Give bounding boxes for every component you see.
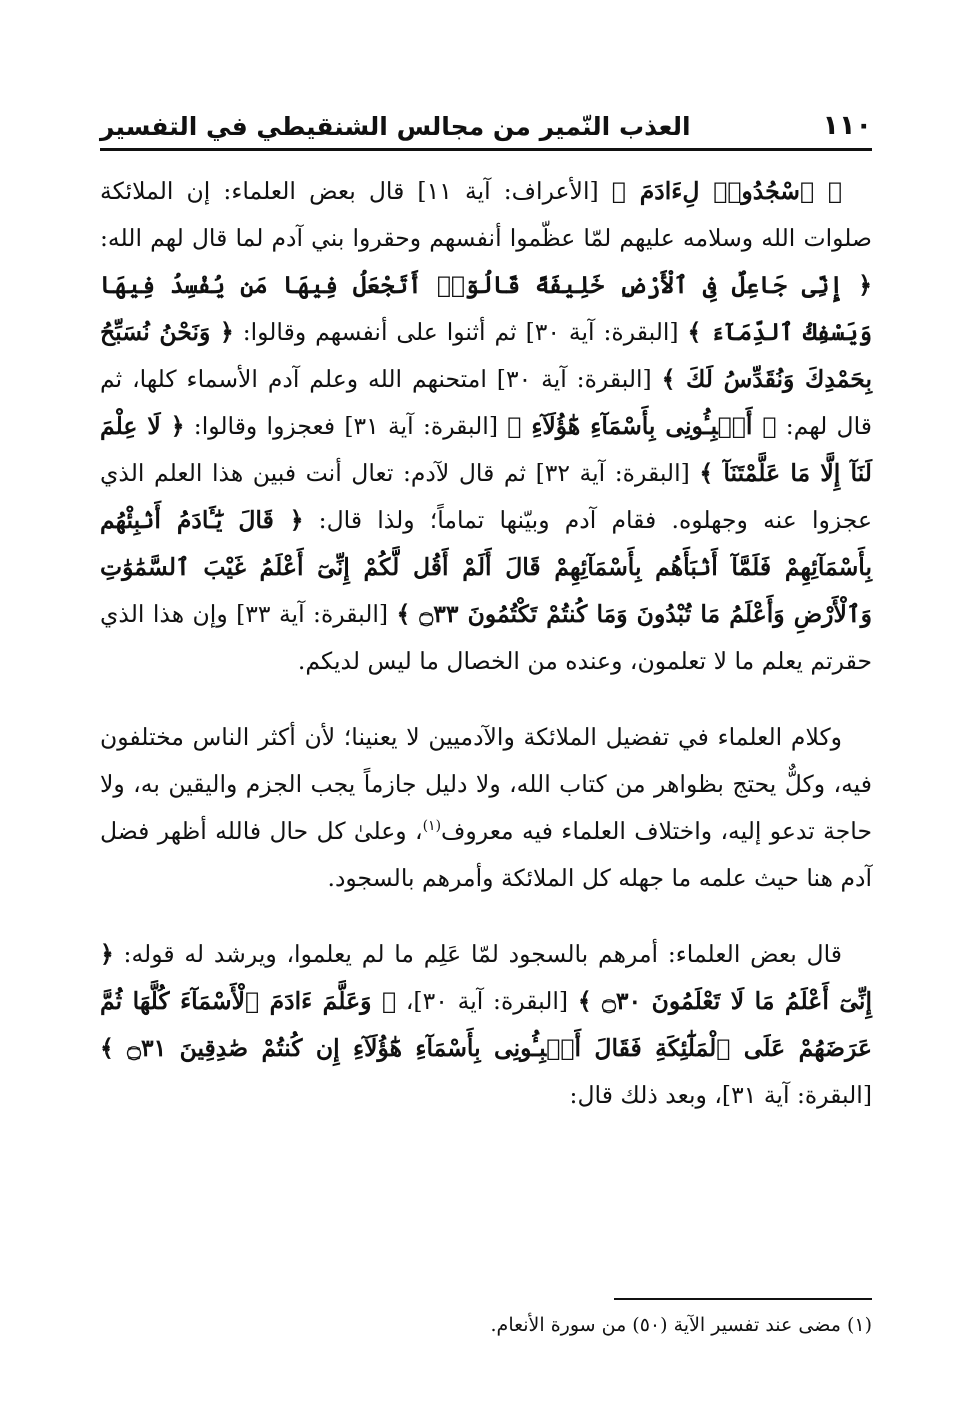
page-number: ١١٠	[822, 109, 872, 141]
verse-bracket: ﴾	[100, 1034, 128, 1062]
text-segment: وكلام العلماء في تفضيل الملائكة والآدميين لا يعنينا؛ لأن أكثر الناس مختلفون فيه، وكلٌّ يحتج بظواهر من كتاب الله، ولا دليل جازماً يجب الجزم واليقين به، ولا حاجة تدعو إليه، واختلاف العلماء فيه معروف	[100, 723, 873, 845]
text-segment: [الأعراف: آية ١١] قال بعض العلماء: إن الملائكة صلوات الله وسلامه عليهم لمّا عظّموا أنفسهم وحقروا بني آدم لما قال لهم الله:	[100, 177, 872, 252]
running-title: العذب النّمير من مجالس الشنقيطي في التفسير	[100, 112, 691, 141]
paragraph	[100, 168, 872, 685]
verse-bracket: ﴾	[687, 318, 711, 346]
quran-verse: قَالَ يَٰٓـَٔادَمُ أَنۢبِئْهُم بِأَسْمَآئِهِمْ فَلَمَّآ أَنۢبَأَهُم بِأَسْمَآئِهِمْ قَالَ أَلَمْ أَقُل لَّكُمْ إِنِّىٓ أَعْلَمُ غَيْبَ ٱلسَّمَٰوَٰتِ وَٱلْأَرْضِ وَأَعْلَمُ مَا تُبْدُونَ وَمَا كُنتُمْ تَكْتُمُونَ ۝٣٣	[100, 506, 873, 628]
text-segment: قال بعض العلماء: أمرهم بالسجود لمّا عَلِم ما لم يعلموا، ويرشد له قوله:	[113, 940, 842, 968]
text-segment: [البقرة: آية ٣٠] ثم أثنوا على أنفسهم وقالوا:	[233, 318, 688, 346]
quran-verse: إِنِّىٓ أَعْلَمُ مَا لَا تَعْلَمُونَ ۝٣٠	[602, 987, 872, 1015]
verse-bracket: ﴾	[611, 177, 640, 205]
verse-bracket: ﴿	[843, 271, 872, 299]
header-divider	[100, 148, 872, 151]
body-text	[100, 168, 872, 1119]
quran-verse: لَا عِلْمَ لَنَآ إِلَّا مَا عَلَّمْتَنَآ	[100, 412, 872, 487]
verse-bracket: ﴾	[699, 459, 724, 487]
quran-verse: أَنۢبِـُٔونِى بِأَسْمَآءِ هَٰٓؤُلَآءِ	[531, 412, 753, 440]
page-header	[100, 92, 872, 142]
verse-bracket: ﴿	[160, 412, 185, 440]
quran-verse: وَنَحْنُ نُسَبِّحُ بِحَمْدِكَ وَنُقَدِّسُ لَكَ	[100, 318, 872, 393]
text-segment: [البقرة: آية ٣١] فعجزوا وقالوا:	[184, 412, 508, 440]
text-segment: [البقرة: آية ٣٣] وإن هذا الذي حقرتم يعلم ما لا تعلمون، وعنده من الخصال ما ليس لديكم.	[100, 600, 872, 675]
text-segment: [البقرة: آية ٣٠] امتحنهم الله وعلم آدم الأسماء كلها، ثم قال لهم:	[100, 365, 872, 440]
verse-bracket: ﴾	[661, 365, 686, 393]
text-segment: [البقرة: آية ٣٠]،	[396, 987, 578, 1015]
footnote: (١) مضى عند تفسير الآية (٥٠) من سورة الأنعام.	[490, 1314, 872, 1336]
verse-bracket: ﴿	[100, 940, 114, 968]
text-segment: ، وعلىٰ كل حال فالله أظهر فضل آدم هنا حيث علمه ما جهله كل الملائكة وأمرهم بالسجود.	[100, 817, 872, 892]
verse-bracket: ﴾	[507, 412, 532, 440]
quran-verse: إِنِّى جَاعِلٌ فِى ٱلْأَرْضِ خَلِيفَةً قَالُوٓا۟ أَتَجْعَلُ فِيهَا مَن يُفْسِدُ فِيهَا وَيَسْفِكُ ٱلدِّمَآءَ	[100, 271, 872, 346]
paragraph	[100, 931, 872, 1119]
quran-verse: ٱسْجُدُوا۟ لِءَادَمَ	[639, 177, 815, 205]
paragraph	[100, 714, 872, 902]
verse-bracket: ﴾	[396, 600, 420, 628]
verse-bracket: ﴾	[577, 987, 603, 1015]
footnote-marker: (١)	[422, 818, 442, 835]
footnote-divider	[614, 1298, 872, 1300]
text-segment: [البقرة: آية ٣٢] ثم قال لآدم: تعال أنت فبين هذا العلم الذي عجزوا عنه وجهلوه. فقام آدم وبيّنها تماماً؛ ولذا قال:	[100, 459, 872, 534]
verse-bracket: ﴿	[273, 506, 304, 534]
quran-verse: وَعَلَّمَ ءَادَمَ ٱلْأَسْمَآءَ كُلَّهَا ثُمَّ عَرَضَهُمْ عَلَى ٱلْمَلَٰٓئِكَةِ فَقَالَ أَنۢبِـُٔونِى بِأَسْمَآءِ هَٰٓؤُلَآءِ إِن كُنتُمْ صَٰدِقِينَ ۝٣١	[100, 987, 872, 1062]
verse-bracket: ﴿	[210, 318, 234, 346]
text-segment: [البقرة: آية ٣١]، وبعد ذلك قال:	[569, 1081, 872, 1109]
verse-bracket: ﴿	[752, 412, 777, 440]
verse-bracket: ﴿	[814, 177, 843, 205]
verse-bracket: ﴿	[371, 987, 397, 1015]
